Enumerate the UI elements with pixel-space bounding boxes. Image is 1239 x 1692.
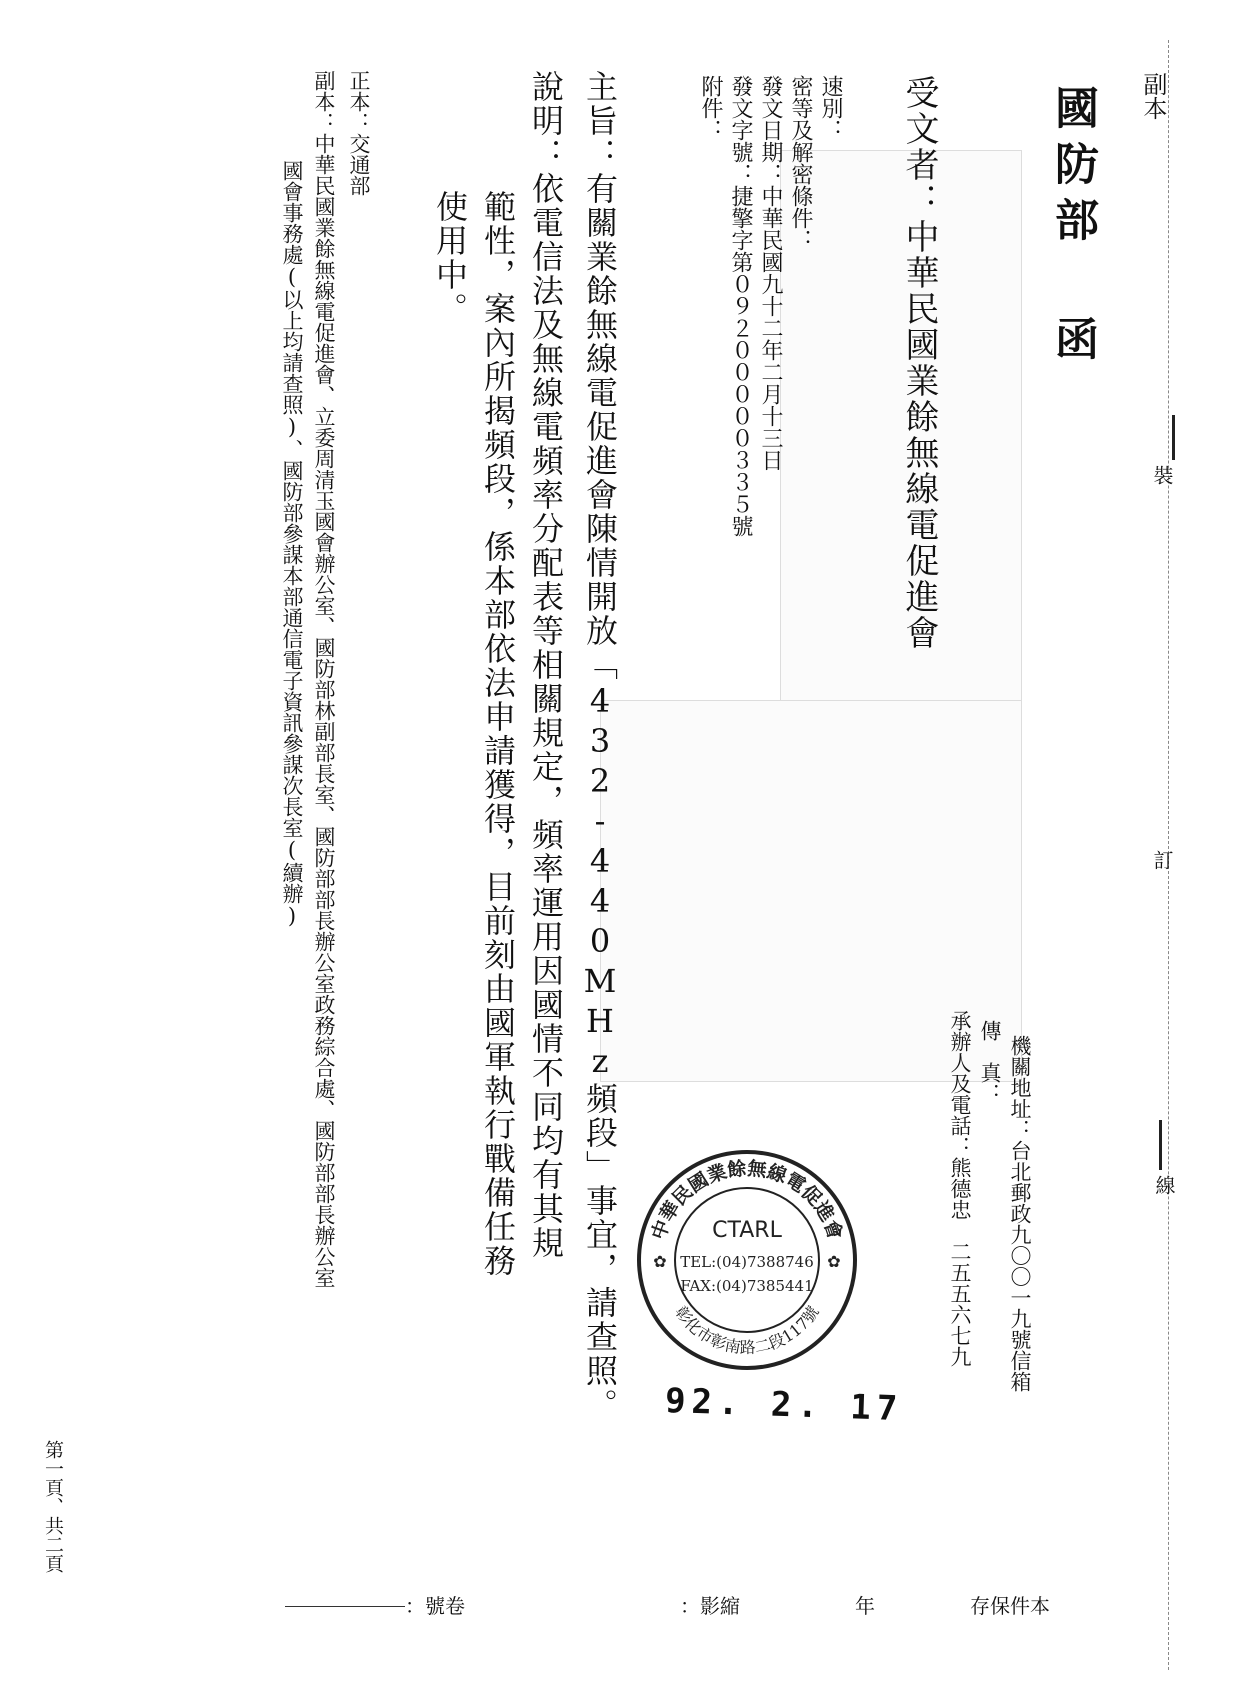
seal-flower-icon: ✿ [653,1252,667,1271]
seal-address-text: 彰化市彰南路二段117號 [671,1302,823,1358]
binding-label-ding: 訂 [1150,850,1174,870]
recipient-line: 受文者：中華民國業餘無線電促進會 [899,75,939,651]
binding-label-xian: 線 [1152,1175,1176,1195]
subject-line: 主旨：有關業餘無線電促進會陳情開放「432-440MHz頻段」事宜，請查照。 [581,70,619,1422]
distribution-copy-line-2: 國會事務處(以上均請查照)、國防部參謀本部通信電子資訊參謀次長室(續辦) [280,160,304,928]
agency-fax: 傳 真： [978,1020,1002,1104]
seal-flower-icon: ✿ [827,1252,841,1271]
footer-year: 年 [855,1594,875,1618]
page-number: 第一頁、共二頁 [42,1440,64,1573]
association-seal [632,1145,862,1375]
document-title: 國防部 函 [1047,85,1098,372]
svg-text:彰化市彰南路二段117號 [671,1303,823,1357]
binding-label-zhuang: 裝 [1150,465,1174,485]
footer-microfilm: ：影縮 [680,1594,740,1618]
binding-mark-bottom [1159,1120,1162,1170]
seal-abbr: CTARL [712,1218,782,1243]
archive-blank-line [285,1606,405,1607]
seal-ring-text: 中華民國業餘無線電促進會 [647,1157,847,1243]
copy-corner-label: 副本 [1139,72,1167,120]
description-line-3: 使用中。 [431,190,469,326]
seal-fax: FAX:(04)7385441 [680,1277,814,1295]
description-line-2: 範性，案內所揭頻段，係本部依法申請獲得，目前刻由國軍執行戰備任務 [479,190,517,1278]
contact-person: 承辦人及電話：熊德忠 二五五六七九 [948,1010,972,1367]
seal-tel: TEL:(04)7388746 [680,1253,814,1271]
distribution-copy-line-1: 副本：中華民國業餘無線電促進會、立委周清玉國會辦公室、國防部林副部長室、國防部部長辦公室政務綜合處、國防部部長辦公室 [312,70,336,1288]
agency-address: 機關地址：台北郵政九〇〇一九號信箱 [1008,1035,1032,1392]
description-line-1: 說明：依電信法及無線電頻率分配表等相關規定，頻率運用因國情不同均有其規 [527,70,565,1260]
meta-attachment: 附件： [698,75,723,141]
meta-secrecy: 密等及解密條件： [788,75,813,251]
footer-archive-number: ：號卷 [405,1594,465,1618]
binding-mark-top [1172,415,1175,460]
meta-document-number: 發文字號：捷擎字第０９２０００００３３５號 [728,75,753,537]
received-date-stamp: 92. 2. 17 [664,1380,904,1430]
distribution-primary: 正本：交通部 [347,70,371,196]
meta-speed: 速別： [818,75,843,141]
footer-preserve: 存保件本 [970,1594,1050,1618]
meta-issue-date: 發文日期：中華民國九十二年二月十三日 [758,75,783,471]
